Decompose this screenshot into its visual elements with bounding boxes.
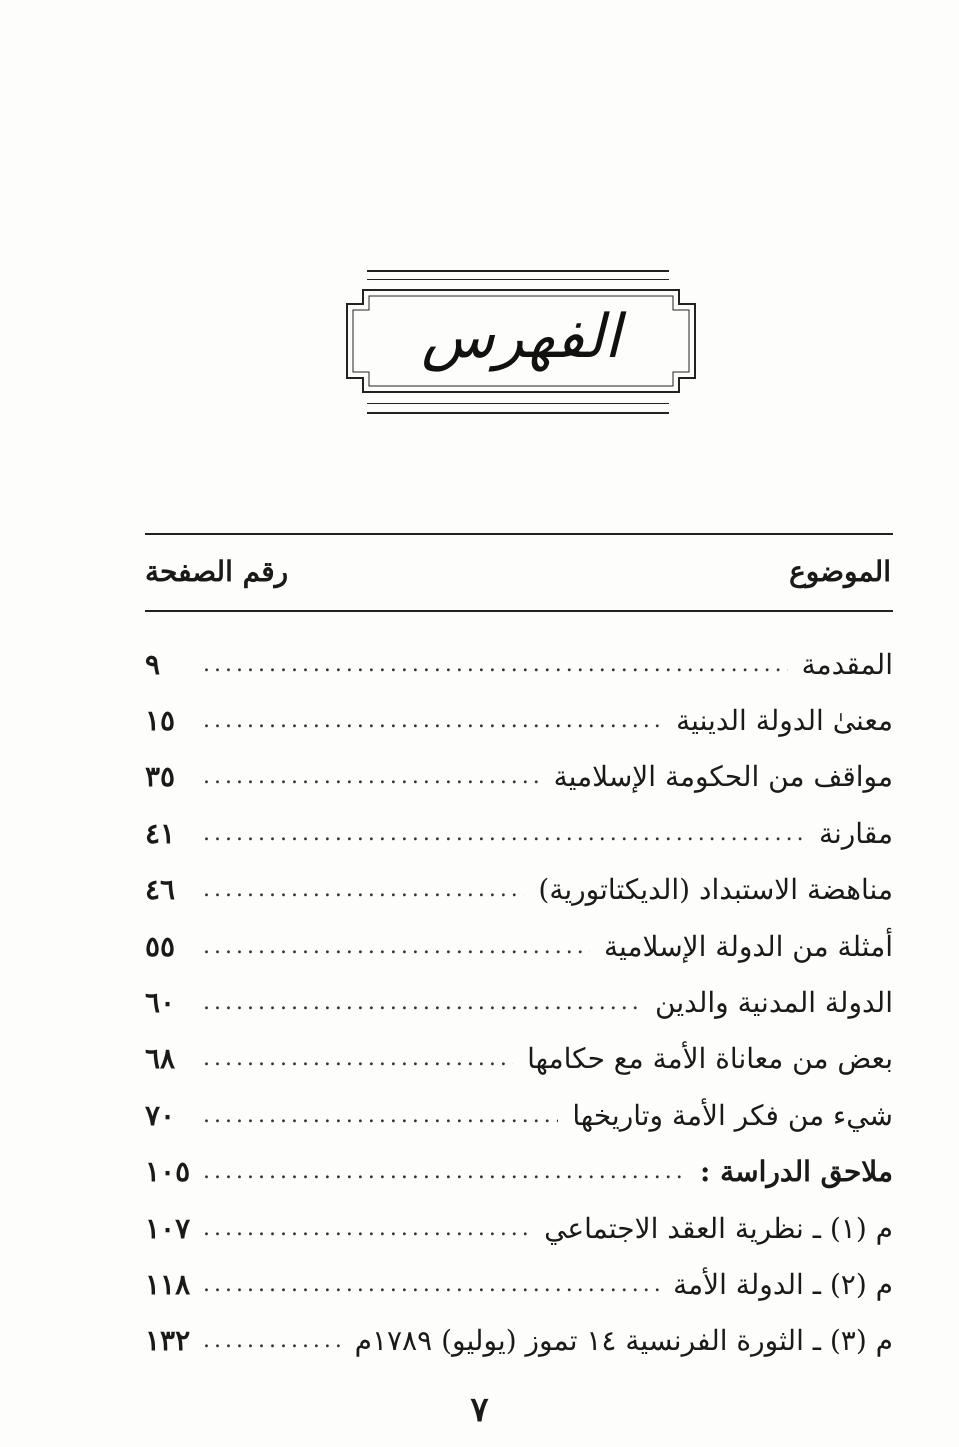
toc-entry-page: ١٥	[145, 704, 176, 738]
title-frame	[345, 288, 697, 394]
toc-entry-page: ٣٥	[145, 760, 176, 794]
toc-leader-dots	[203, 934, 590, 959]
toc-entry-page: ٥٥	[145, 929, 176, 963]
toc-entry-page: ٤٦	[145, 873, 176, 907]
toc-entry[interactable]	[145, 636, 893, 692]
toc-entry-title: م (٣) ـ الثورة الفرنسية ١٤ تموز (يوليو) ١٧٨٩م	[354, 1324, 893, 1358]
toc-entry-title: م (٢) ـ الدولة الأمة	[673, 1267, 893, 1301]
toc-entry-title: م (١) ـ نظرية العقد الاجتماعي	[544, 1211, 893, 1245]
toc-leader-dots	[203, 877, 524, 902]
toc-entry[interactable]	[145, 692, 893, 748]
toc-leader-dots	[203, 708, 662, 733]
toc-entry[interactable]	[145, 1031, 893, 1087]
toc-entry-title: الدولة المدنية والدين	[655, 986, 893, 1020]
toc-entry-page: ١٠٥	[145, 1155, 191, 1189]
toc-entry-title: مناهضة الاستبداد (الديكتاتورية)	[538, 873, 893, 907]
toc-entry-page: ٤١	[145, 816, 176, 850]
toc-entry-title: ملاحق الدراسة :	[700, 1155, 893, 1189]
toc-entry[interactable]	[145, 1256, 893, 1312]
toc-entry-page: ١٠٧	[145, 1211, 191, 1245]
toc-entry-title: المقدمة	[801, 647, 893, 681]
title-rule-top-thin	[367, 279, 669, 280]
toc-entry-title: مواقف من الحكومة الإسلامية	[553, 760, 893, 794]
toc-entry-page: ٦٠	[145, 986, 176, 1020]
title-rule-bottom-thin	[367, 403, 669, 404]
toc-leader-dots	[203, 1272, 659, 1297]
toc-entry-title: شيء من فكر الأمة وتاريخها	[572, 1098, 893, 1132]
title-rule-top-thick	[367, 270, 669, 272]
toc-entry[interactable]	[145, 1313, 893, 1369]
toc-leader-dots	[203, 1103, 558, 1128]
page-title: الفهرس	[421, 302, 621, 372]
toc-leader-dots	[203, 1216, 530, 1241]
toc-entry-page: ٦٨	[145, 1042, 176, 1076]
toc-entry-title: بعض من معاناة الأمة مع حكامها	[527, 1042, 893, 1076]
toc-entry-page: ١١٨	[145, 1267, 191, 1301]
toc-entry[interactable]	[145, 805, 893, 861]
header-rule-bottom	[145, 610, 893, 612]
toc-entry-page: ٩	[145, 647, 161, 681]
toc-leader-dots	[203, 652, 788, 677]
toc-entry-title: معنىٰ الدولة الدينية	[676, 704, 893, 738]
header-rule-top	[145, 533, 893, 535]
toc-entry-page: ١٣٢	[145, 1324, 191, 1358]
toc-entry-title: مقارنة	[818, 816, 893, 850]
toc-leader-dots	[203, 1046, 513, 1071]
toc-entry[interactable]	[145, 862, 893, 918]
toc-leader-dots	[203, 764, 540, 789]
toc-list	[145, 636, 893, 1369]
toc-entry[interactable]	[145, 974, 893, 1030]
toc-entry[interactable]	[145, 1200, 893, 1256]
toc-entry-page: ٧٠	[145, 1098, 176, 1132]
toc-entry[interactable]	[145, 918, 893, 974]
toc-entry-title: أمثلة من الدولة الإسلامية	[604, 929, 893, 963]
column-header-topic: الموضوع	[789, 555, 891, 588]
toc-section-heading[interactable]	[145, 1144, 893, 1200]
toc-leader-dots	[203, 990, 641, 1015]
toc-leader-dots	[203, 821, 805, 846]
column-header-page: رقم الصفحة	[145, 555, 289, 588]
toc-leader-dots	[203, 1159, 686, 1184]
page-number: ٧	[470, 1390, 489, 1430]
title-rule-bottom-thick	[367, 412, 669, 414]
toc-leader-dots	[203, 1328, 341, 1353]
toc-entry[interactable]	[145, 1087, 893, 1143]
toc-entry[interactable]	[145, 749, 893, 805]
